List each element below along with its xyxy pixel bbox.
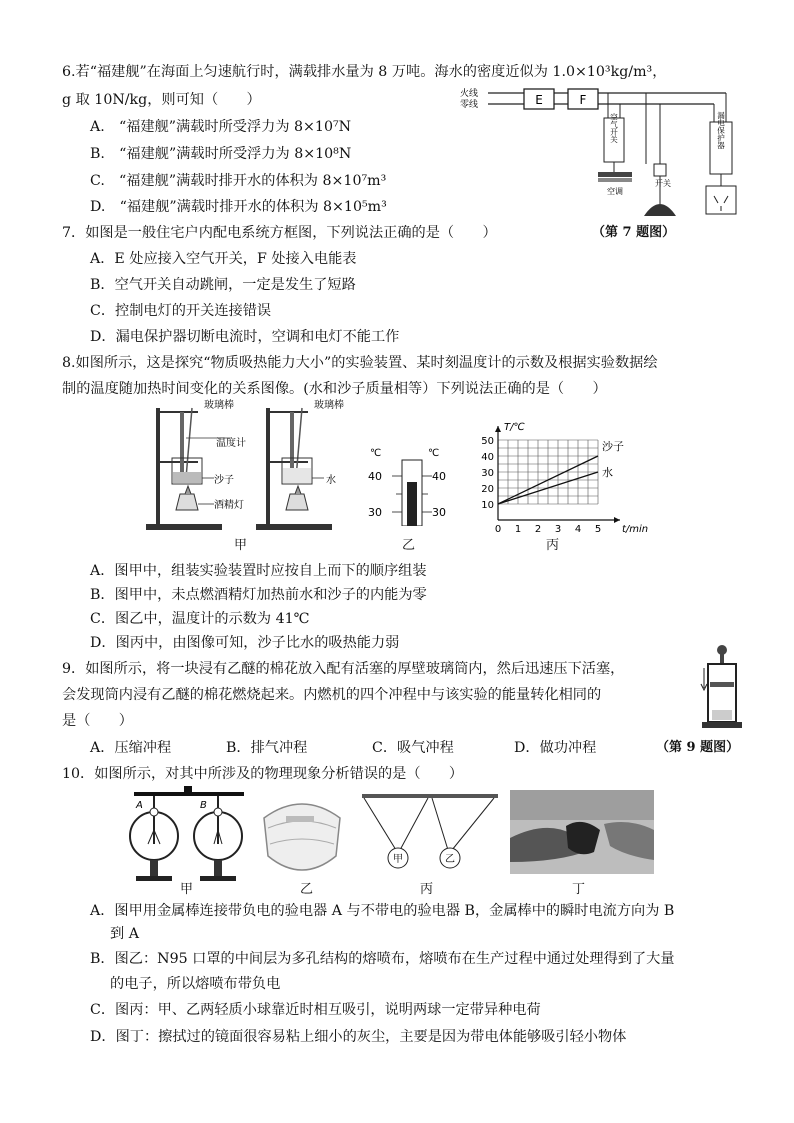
q10-option-c: C．图丙：甲、乙两轻质小球靠近时相互吸引，说明两球一定带异种电荷 — [90, 1002, 541, 1018]
rod-label-2: 玻璃棒 — [314, 400, 344, 411]
tick-30-right: 30 — [432, 506, 446, 519]
q8-option-b: B．图甲中，未点燃酒精灯加热前水和沙子的内能为零 — [90, 587, 427, 603]
q9-option-d: D．做功冲程 — [514, 740, 597, 756]
q7-stem: 7．如图是一般住宅户内配电系统方框图，下列说法正确的是（ ） — [62, 225, 497, 241]
light-switch — [654, 164, 666, 176]
tick-40-right: 40 — [432, 470, 446, 483]
lamp-icon — [644, 204, 676, 216]
mercury-column — [407, 482, 417, 526]
box-e-label: E — [535, 93, 543, 107]
y-tick-label: 20 — [481, 484, 494, 495]
x-tick-label: 2 — [534, 524, 542, 535]
water-label: 水 — [326, 475, 336, 486]
y-tick-label: 10 — [481, 500, 494, 511]
q9-option-a: A．压缩冲程 — [90, 740, 172, 756]
ac-unit — [598, 172, 632, 177]
q8-stem-line1: 8.如图所示，这是探究“物质吸热能力大小”的实验装置、某时刻温度计的示数及根据实验数据绘 — [62, 355, 658, 371]
x-tick-label: 1 — [514, 524, 522, 535]
leak-protector-label: 漏电保护器 — [716, 111, 726, 149]
q8-option-d: D．图丙中，由图像可知，沙子比水的吸热能力弱 — [90, 635, 400, 651]
q10-balls-figure — [360, 792, 500, 876]
q9-stem-line2: 会发现筒内浸有乙醚的棉花燃烧起来。内燃机的四个冲程中与该实验的能量转化相同的 — [62, 687, 602, 703]
q6-stem-line1: 6.若“福建舰”在海面上匀速航行时，满载排水量为 8 万吨。海水的密度近似为 1.0×10³kg/m³， — [62, 64, 667, 80]
q7-circuit-figure — [458, 86, 758, 226]
q6-option-c: C. “福建舰”满载时排开水的体积为 8×10⁷m³ — [90, 173, 387, 189]
y-axis-arrow — [495, 426, 501, 432]
q7-option-c: C．控制电灯的开关连接错误 — [90, 303, 272, 319]
fig-c-label: 丙 — [546, 538, 560, 553]
fig-10a-label: 甲 — [180, 882, 194, 897]
fig-b-label: 乙 — [402, 538, 416, 553]
air-switch-label: 空气开关 — [609, 113, 619, 143]
fig-a-label: 甲 — [234, 538, 248, 553]
x-axis-label: t/min — [622, 524, 649, 535]
y-axis-label: T/℃ — [504, 422, 525, 433]
lamp-label: 酒精灯 — [214, 500, 244, 511]
q7-figure-caption: （第 7 题图） — [592, 225, 676, 240]
ball-b-label: 乙 — [445, 854, 455, 865]
q7-option-d: D．漏电保护器切断电流时，空调和电灯不能工作 — [90, 329, 400, 345]
switch-label: 开关 — [655, 179, 671, 188]
fig-10c-label: 丙 — [420, 882, 434, 897]
q7-option-a: A．E 处应接入空气开关，F 处接入电能表 — [90, 251, 357, 267]
q6-option-b: B. “福建舰”满载时所受浮力为 8×10⁸N — [90, 146, 352, 162]
q8-apparatus-figure — [140, 398, 360, 538]
x-tick-label: 4 — [574, 524, 582, 535]
q8-thermometer-figure — [366, 446, 456, 526]
x-tick-label: 5 — [594, 524, 602, 535]
q10-option-b-line2: 的电子，所以熔喷布带负电 — [110, 976, 281, 992]
q10-option-b-line1: B．图乙：N95 口罩的中间层为多孔结构的熔喷布，熔喷布在生产过程中通过处理得到了大量 — [90, 951, 675, 967]
q10-option-a-line2: 到 A — [110, 926, 139, 942]
y-tick-label: 30 — [481, 468, 494, 479]
q10-electroscope-figure — [124, 786, 254, 890]
q8-option-c: C．图乙中，温度计的示数为 41℃ — [90, 611, 310, 627]
fig-10d-label: 丁 — [572, 882, 586, 897]
thermometer-label: 温度计 — [216, 438, 246, 449]
q6-option-a: A. “福建舰”满载时所受浮力为 8×10⁷N — [90, 119, 352, 135]
rod-label-1: 玻璃棒 — [204, 400, 234, 411]
sand-label: 沙子 — [214, 475, 234, 486]
fig-10b-label: 乙 — [300, 882, 314, 897]
tick-30-left: 30 — [368, 506, 382, 519]
q10-option-a-line1: A．图甲用金属棒连接带负电的验电器 A 与不带电的验电器 B，金属棒中的瞬时电流方向为 B — [90, 903, 675, 919]
box-f-label: F — [579, 93, 587, 107]
tick-40-left: 40 — [368, 470, 382, 483]
q9-stem-line3: 是（ ） — [62, 713, 133, 729]
q8-stem-line2: 制的温度随加热时间变化的关系图像。(水和沙子质量相等）下列说法正确的是（ ） — [62, 381, 607, 397]
q8-option-a: A．图甲中，组装实验装置时应按自上而下的顺序组装 — [90, 563, 427, 579]
q9-option-c: C．吸气冲程 — [372, 740, 454, 756]
y-tick-label: 50 — [481, 436, 494, 447]
q10-stem: 10．如图所示，对其中所涉及的物理现象分析错误的是（ ） — [62, 766, 464, 782]
q7-option-b: B．空气开关自动跳闸，一定是发生了短路 — [90, 277, 356, 293]
q6-option-d: D. “福建舰”满载时排开水的体积为 8×10⁵m³ — [90, 199, 387, 215]
ac-label: 空调 — [607, 187, 623, 196]
q10-mask-figure — [256, 794, 348, 878]
electroscope-b-label: B — [200, 800, 207, 811]
q9-figure-caption: （第 9 题图） — [656, 740, 740, 755]
x-tick-label: 3 — [554, 524, 562, 535]
series-label-sand: 沙子 — [602, 440, 624, 453]
q9-stem-line1: 9．如图所示，将一块浸有乙醚的棉花放入配有活塞的厚壁玻璃筒内，然后迅速压下活塞， — [62, 661, 625, 677]
x-axis-arrow — [614, 517, 620, 523]
q9-option-b: B．排气冲程 — [226, 740, 308, 756]
q10-mirror-photo — [510, 790, 654, 874]
ball-a-label: 甲 — [393, 854, 403, 865]
y-tick-label: 40 — [481, 452, 494, 463]
unit-left: ℃ — [370, 448, 382, 459]
x-tick-label: 0 — [494, 524, 502, 535]
live-wire-label: 火线 — [460, 89, 479, 99]
q8-temperature-chart — [472, 420, 654, 536]
unit-right: ℃ — [428, 448, 440, 459]
series-label-water: 水 — [602, 466, 613, 479]
q10-option-d: D．图丁：擦拭过的镜面很容易粘上细小的灰尘，主要是因为带电体能够吸引轻小物体 — [90, 1029, 627, 1045]
neutral-wire-label: 零线 — [460, 100, 479, 110]
electroscope-a-label: A — [136, 800, 143, 811]
q9-piston-figure — [694, 644, 750, 732]
q6-stem-line2: g 取 10N/kg，则可知（ ） — [62, 92, 261, 108]
